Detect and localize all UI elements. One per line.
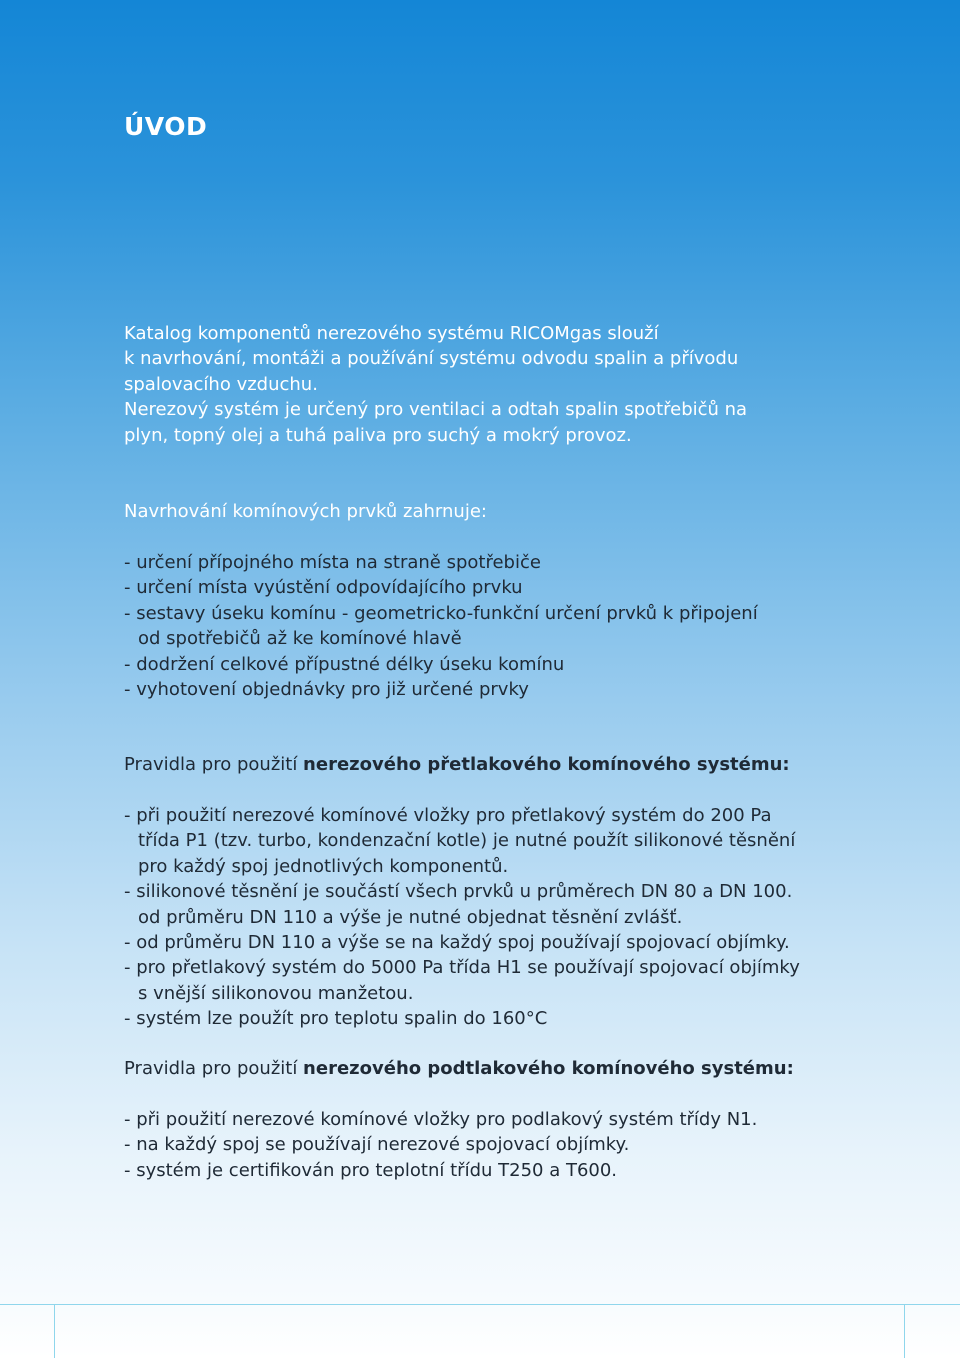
list-item: - na každý spoj se používají nerezové spojovací objímky. bbox=[124, 1134, 630, 1156]
overpressure-heading bbox=[124, 752, 844, 777]
list-item: - vyhotovení objednávky pro již určené prvky bbox=[124, 679, 529, 701]
list-item: - určení místa vyústění odpovídajícího prvku bbox=[124, 577, 523, 599]
intro-paragraph bbox=[124, 321, 844, 448]
heading-bold: nerezového podtlakového komínového systému: bbox=[303, 1058, 794, 1079]
intro-line: k navrhování, montáži a používání systému odvodu spalin a přívodu bbox=[124, 348, 739, 370]
intro-line: plyn, topný olej a tuhá paliva pro suchý a mokrý provoz. bbox=[124, 424, 632, 446]
list-item-continuation: od průměru DN 110 a výše je nutné objednat těsnění zvlášť. bbox=[138, 906, 683, 928]
bottom-frame-line bbox=[0, 1304, 960, 1305]
heading-prefix: Pravidla pro použití bbox=[124, 754, 304, 775]
design-list bbox=[124, 550, 844, 702]
underpressure-heading bbox=[124, 1056, 844, 1081]
list-item: - při použití nerezové komínové vložky pro podlakový systém třídy N1. bbox=[124, 1109, 758, 1130]
heading-prefix: Pravidla pro použití bbox=[124, 1058, 304, 1079]
design-section bbox=[124, 499, 844, 524]
list-item: - pro přetlakový systém do 5000 Pa třída H1 se používají spojovací objímky bbox=[124, 957, 800, 979]
list-item-continuation: od spotřebičů až ke komínové hlavě bbox=[138, 628, 462, 650]
list-item: - od průměru DN 110 a výše se na každý spoj používají spojovací objímky. bbox=[124, 932, 790, 954]
list-item: - systém lze použít pro teplotu spalin do 160°C bbox=[124, 1008, 548, 1030]
list-item: - dodržení celkové přípustné délky úseku komínu bbox=[124, 653, 565, 675]
section-heading bbox=[124, 1056, 844, 1081]
list-item: - sestavy úseku komínu - geometricko-funkční určení prvků k připojení bbox=[124, 602, 758, 624]
intro-line: Katalog komponentů nerezového systému RICOMgas slouží bbox=[124, 323, 659, 344]
design-heading: Navrhování komínových prvků zahrnuje: bbox=[124, 501, 487, 522]
bottom-frame-right-divider bbox=[904, 1304, 905, 1358]
page-title: ÚVOD bbox=[124, 112, 208, 141]
underpressure-list bbox=[124, 1107, 844, 1183]
section-heading bbox=[124, 752, 844, 777]
overpressure-list bbox=[124, 803, 844, 1032]
list-item-continuation: s vnější silikonovou manžetou. bbox=[138, 982, 414, 1004]
intro-line: Nerezový systém je určený pro ventilaci a odtah spalin spotřebičů na bbox=[124, 399, 748, 421]
list-item: - silikonové těsnění je součástí všech prvků u průměrech DN 80 a DN 100. bbox=[124, 881, 793, 903]
list-item: - určení přípojného místa na straně spotřebiče bbox=[124, 552, 541, 573]
list-item-continuation: třída P1 (tzv. turbo, kondenzační kotle) je nutné použít silikonové těsnění bbox=[138, 830, 796, 852]
list-item: - systém je certifikován pro teplotní třídu T250 a T600. bbox=[124, 1159, 618, 1181]
list-item: - při použití nerezové komínové vložky pro přetlakový systém do 200 Pa bbox=[124, 805, 772, 826]
intro-line: spalovacího vzduchu. bbox=[124, 373, 318, 395]
heading-bold: nerezového přetlakového komínového systému: bbox=[303, 754, 790, 775]
bottom-frame-left-divider bbox=[54, 1304, 55, 1358]
list-item-continuation: pro každý spoj jednotlivých komponentů. bbox=[138, 855, 509, 877]
